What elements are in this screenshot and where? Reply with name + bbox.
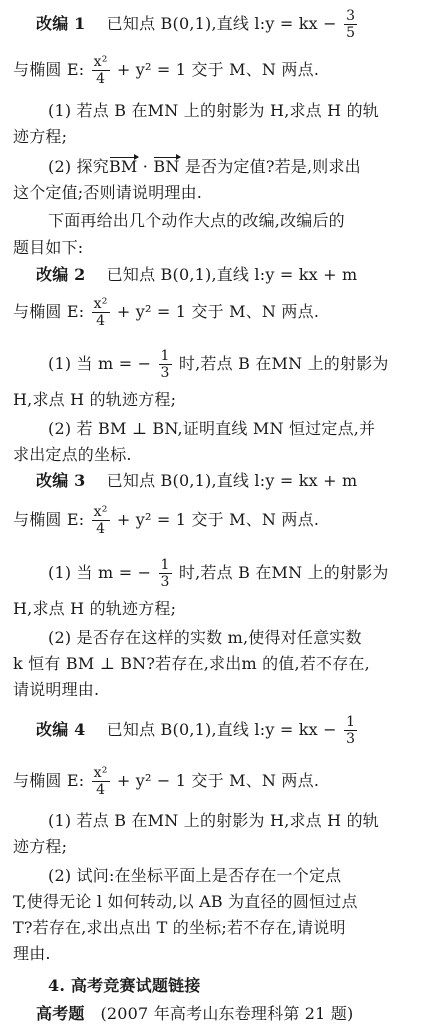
dot-operator: · — [137, 157, 154, 176]
v4-q1-line2: 迹方程; — [13, 837, 68, 856]
v4-condition — [36, 708, 425, 752]
v2-q1-line1 — [48, 342, 425, 386]
v1-q1-line1: (1) 若点 B 在MN 上的射影为 H,求点 H 的轨 — [48, 101, 379, 120]
v2-q1-line2: H,求点 H 的轨迹方程; — [13, 390, 177, 409]
gaokao-label: 高考题 — [36, 1004, 85, 1023]
v1-ellipse-suffix: + y² = 1 交于 M、N 两点. — [116, 60, 320, 79]
v4-cond-text: 已知点 B(0,1),直线 l:y = kx − — [106, 720, 337, 739]
v3-q2-line2: k 恒有 BM ⊥ BN?若存在,求出m 的值,若不存在, — [13, 654, 370, 673]
v2-q1-fraction: $\frac{1}{3}$ — [160, 348, 170, 381]
v3-ellipse-suffix: + y² = 1 交于 M、N 两点. — [116, 510, 320, 529]
v3-q1-line1 — [48, 551, 425, 595]
v2-ellipse-suffix: + y² = 1 交于 M、N 两点. — [116, 302, 320, 321]
v3-cond-text: 已知点 B(0,1),直线 l:y = kx + m — [106, 471, 358, 490]
vector-bm: BM — [108, 157, 138, 176]
v3-q1-suffix: 时,若点 B 在MN 上的射影为 — [178, 563, 389, 582]
v2-ellipse-fraction: $\frac{\text{x²}}{4}$ — [93, 296, 108, 329]
v1-q2-line1 — [48, 156, 425, 178]
v3-ellipse-prefix: 与椭圆 E: — [13, 510, 85, 529]
v1-q2-suffix: 是否为定值?若是,则求出 — [179, 157, 361, 176]
v2-q1-prefix: (1) 当 m = − — [48, 354, 152, 373]
v2-condition — [36, 264, 425, 286]
v4-ellipse-fraction: $\frac{\text{x²}}{4}$ — [93, 765, 108, 798]
v3-q2-line3: 请说明理由. — [13, 680, 100, 699]
v2-ellipse-prefix: 与椭圆 E: — [13, 302, 85, 321]
v2-q2-line2: 求出定点的坐标. — [13, 445, 132, 464]
intro-line1: 下面再给出几个动作大点的改编,改编后的 — [48, 211, 345, 230]
v4-q2-line4: 理由. — [13, 944, 51, 963]
v3-condition — [36, 470, 425, 492]
intro-line2: 题目如下: — [13, 238, 84, 257]
v3-q1-prefix: (1) 当 m = − — [48, 563, 152, 582]
v4-ellipse-suffix: + y² − 1 交于 M、N 两点. — [116, 771, 320, 790]
v2-label: 改编 2 — [36, 265, 86, 284]
gaokao-source: (2007 年高考山东卷理科第 21 题) — [100, 1004, 354, 1023]
v1-q2-line2: 这个定值;否则请说明理由. — [13, 183, 203, 202]
v3-q1-line2: H,求点 H 的轨迹方程; — [13, 599, 177, 618]
v1-ellipse — [13, 48, 425, 92]
v1-q1-line2: 迹方程; — [13, 127, 68, 146]
gaokao-reference — [36, 1003, 425, 1025]
v4-q1-line1: (1) 若点 B 在MN 上的射影为 H,求点 H 的轨 — [48, 811, 379, 830]
v1-ellipse-fraction: $\frac{\text{x²}}{4}$ — [93, 54, 108, 87]
v4-ellipse-prefix: 与椭圆 E: — [13, 771, 85, 790]
v1-label: 改编 1 — [36, 14, 86, 33]
v4-q2-line2: T,使得无论 l 如何转动,以 AB 为直径的圆恒过点 — [13, 892, 358, 911]
v3-q2-line1: (2) 是否存在这样的实数 m,使得对任意实数 — [48, 628, 362, 647]
v3-ellipse — [13, 498, 425, 542]
vector-bn: BN — [153, 157, 180, 176]
v4-cond-fraction: $\frac{1}{3}$ — [346, 714, 356, 747]
v2-q2-line1: (2) 若 BM ⊥ BN,证明直线 MN 恒过定点,并 — [48, 419, 376, 438]
v2-q1-suffix: 时,若点 B 在MN 上的射影为 — [178, 354, 389, 373]
v3-label: 改编 3 — [36, 471, 86, 490]
v4-label: 改编 4 — [36, 720, 86, 739]
v2-ellipse — [13, 290, 425, 334]
v1-cond-fraction: $\frac{3}{5}$ — [346, 8, 356, 41]
v3-q1-fraction: $\frac{1}{3}$ — [160, 557, 170, 590]
v1-ellipse-prefix: 与椭圆 E: — [13, 60, 85, 79]
section-heading: 4. 高考竞赛试题链接 — [48, 976, 201, 995]
v1-cond-text: 已知点 B(0,1),直线 l:y = kx − — [106, 14, 337, 33]
v2-cond-text: 已知点 B(0,1),直线 l:y = kx + m — [106, 265, 358, 284]
v4-ellipse — [13, 759, 425, 803]
v4-q2-line1: (2) 试问:在坐标平面上是否存在一个定点 — [48, 866, 342, 885]
v1-condition — [36, 2, 425, 46]
v1-q2-prefix: (2) 探究 — [48, 157, 109, 176]
v3-ellipse-fraction: $\frac{\text{x²}}{4}$ — [93, 504, 108, 537]
v4-q2-line3: T?若存在,求出点出 T 的坐标;若不存在,请说明 — [13, 918, 346, 937]
